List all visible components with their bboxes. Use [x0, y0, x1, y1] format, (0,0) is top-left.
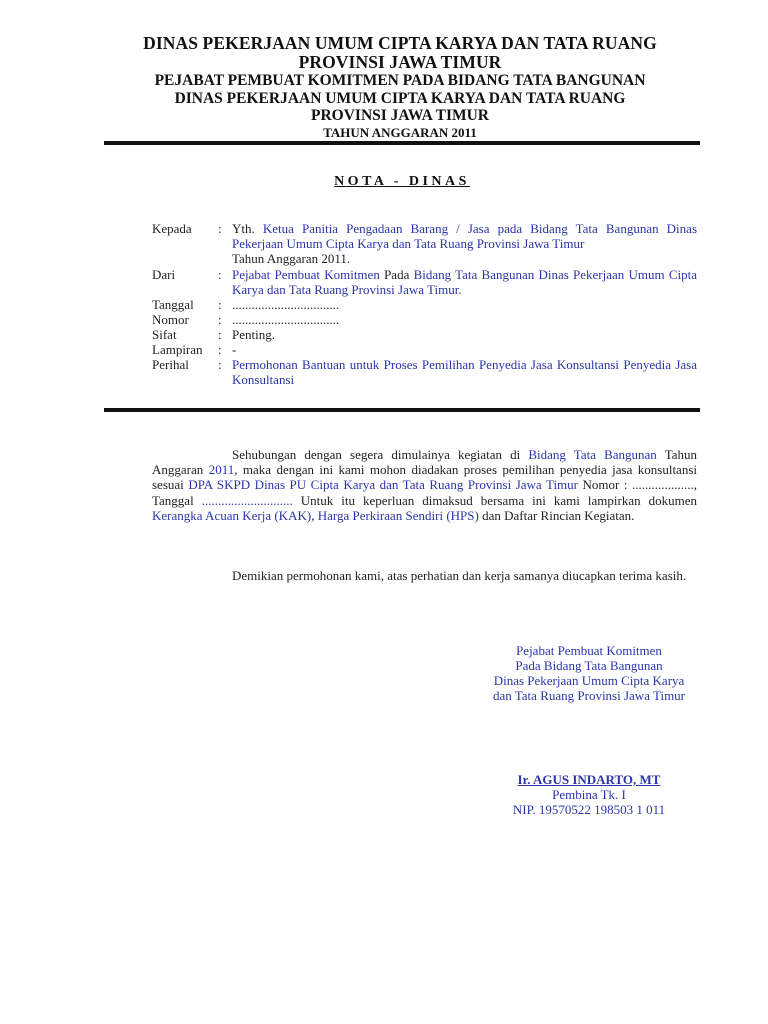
p1-h: ............................	[201, 492, 293, 508]
p1-e: , maka dengan ini kami mohon diadakan proses pemilihan penyedia jasa konsultansi sesuai	[152, 462, 697, 493]
body-paragraph-2: Demikian permohonan kami, atas perhatian dan kerja samanya diucapkan terima kasih.	[232, 568, 687, 583]
sifat-label: Sifat	[152, 327, 177, 342]
dari-part-1: Pejabat Pembuat Komitmen	[232, 267, 380, 282]
p1-l: Harga Perkiraan Sendiri (HPS)	[317, 507, 479, 523]
perihal-label: Perihal	[152, 357, 189, 372]
header-line-3: PEJABAT PEMBUAT KOMITMEN PADA BIDANG TATA BANGUNAN	[154, 72, 646, 89]
tanggal-label: Tanggal	[152, 297, 194, 312]
dari-part-3: Bidang Tata Bangunan Dinas Pekerjaan Umum Cipta Karya dan Tata Ruang Provinsi Jawa Timur.	[232, 267, 698, 297]
header-line-5: PROVINSI JAWA TIMUR	[311, 107, 489, 124]
kepada-year: Tahun Anggaran 2011.	[232, 251, 351, 266]
tanggal-colon: :	[218, 297, 222, 312]
nomor-colon: :	[218, 312, 222, 327]
header-line-1: DINAS PEKERJAAN UMUM CIPTA KARYA DAN TATA RUANG	[143, 33, 657, 53]
signature-line-2: Pada Bidang Tata Bangunan	[515, 658, 663, 673]
p1-i: Untuk itu keperluan dimaksud bersama ini kami lampirkan dokumen	[300, 492, 697, 508]
kepada-yth: Yth.	[232, 221, 255, 236]
tanggal-value: .................................	[232, 297, 340, 312]
header-line-6: TAHUN ANGGARAN 2011	[323, 125, 477, 140]
lampiran-value: -	[232, 342, 237, 357]
signature-line-3: Dinas Pekerjaan Umum Cipta Karya	[493, 673, 685, 688]
kepada-label: Kepada	[152, 221, 192, 236]
signatory-nip: NIP. 19570522 198503 1 011	[512, 802, 666, 817]
kepada-recipient: Ketua Panitia Pengadaan Barang / Jasa pada Bidang Tata Bangunan Dinas Pekerjaan Umum Cipta Karya dan Tata Ruang Provinsi Jawa Timur	[232, 221, 698, 251]
signature-line-4: dan Tata Ruang Provinsi Jawa Timur	[492, 688, 686, 703]
p1-j: Kerangka Acuan Kerja (KAK)	[152, 507, 312, 523]
p1-k: ,	[311, 507, 315, 523]
header-divider	[104, 141, 700, 145]
sifat-colon: :	[218, 327, 222, 342]
kepada-colon: :	[218, 221, 222, 236]
p1-d: 2011	[208, 462, 235, 478]
dari-value	[232, 267, 697, 297]
signatory-name: Ir. AGUS INDARTO, MT	[517, 772, 661, 787]
signature-line-1: Pejabat Pembuat Komitmen	[516, 643, 662, 658]
signatory-rank: Pembina Tk. I	[552, 787, 626, 802]
lampiran-label: Lampiran	[152, 342, 203, 357]
p1-f: DPA SKPD Dinas PU Cipta Karya dan Tata Ruang Provinsi Jawa Timur	[188, 477, 579, 493]
perihal-colon: :	[218, 357, 222, 372]
p1-c: Tahun Anggaran	[152, 447, 698, 478]
nomor-value: .................................	[232, 312, 340, 327]
document-title: NOTA - DINAS	[334, 174, 470, 189]
body-paragraph-1	[152, 447, 697, 523]
perihal-value: Permohonan Bantuan untuk Proses Pemilihan Penyedia Jasa Konsultansi Penyedia Jasa Konsultansi	[232, 357, 697, 387]
lampiran-colon: :	[218, 342, 222, 357]
kepada-value	[232, 221, 697, 266]
fields-divider	[104, 408, 700, 412]
p1-a: Sehubungan dengan segera dimulainya kegiatan di	[232, 447, 521, 462]
dari-part-2: Pada	[384, 267, 410, 282]
header-line-2: PROVINSI JAWA TIMUR	[298, 52, 502, 72]
dari-colon: :	[218, 267, 222, 282]
nomor-label: Nomor	[152, 312, 189, 327]
p1-m: dan Daftar Rincian Kegiatan.	[482, 507, 635, 523]
p1-b: Bidang Tata Bangunan	[528, 447, 657, 462]
sifat-value: Penting.	[232, 327, 275, 342]
p1-g: Nomor : ..................., Tanggal	[152, 477, 698, 508]
dari-label: Dari	[152, 267, 176, 282]
header-line-4: DINAS PEKERJAAN UMUM CIPTA KARYA DAN TATA RUANG	[174, 90, 626, 107]
